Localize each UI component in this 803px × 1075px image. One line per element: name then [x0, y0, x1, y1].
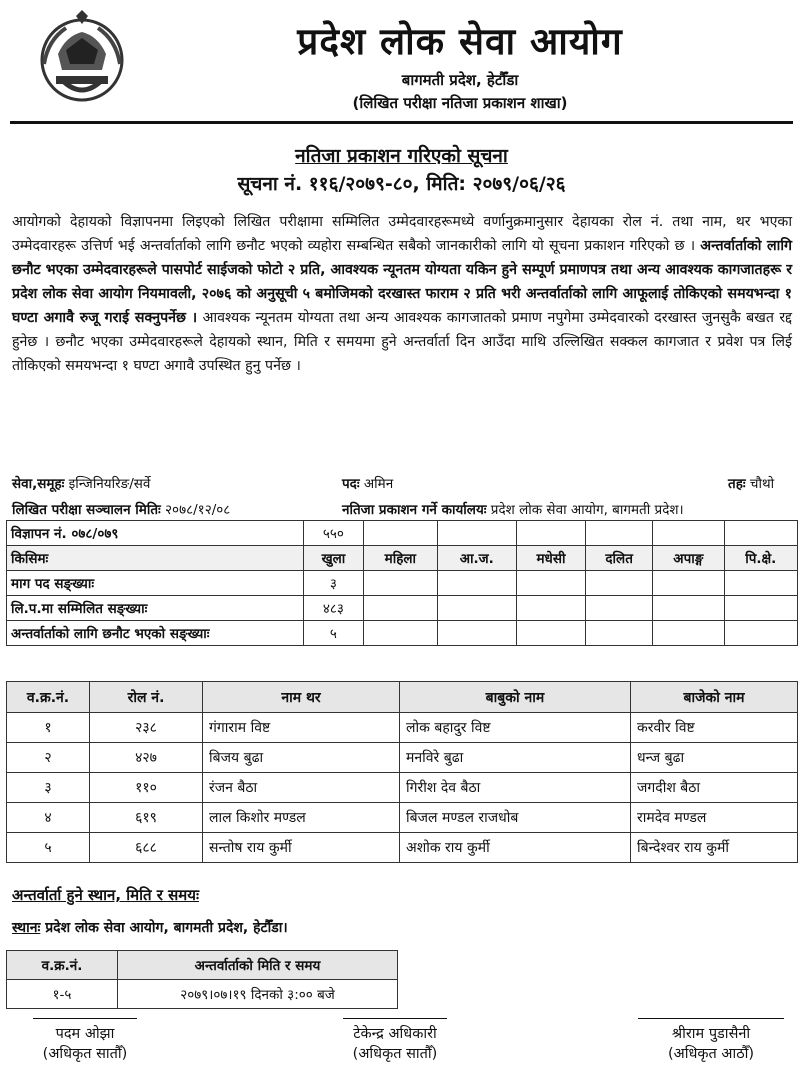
- section-subtitle: (लिखित परीक्षा नतिजा प्रकाशन शाखा): [352, 94, 568, 112]
- selected-count-value: ५: [304, 621, 364, 646]
- table-row: [7, 571, 798, 596]
- signatory-name: टेकेन्द्र अधिकारी: [353, 1026, 437, 1042]
- notice-title: नतिजा प्रकाशन गरिएको सूचना: [295, 145, 508, 167]
- service-group: सेवा,समूहः इन्जिनियरिङ/सर्वे: [12, 476, 151, 492]
- type-cell: दलित: [586, 546, 653, 571]
- table-row: २ ४२७ बिजय बुढा मनविरे बुढा धन्ज बुढा: [7, 743, 798, 773]
- type-cell: पि.क्षे.: [724, 546, 797, 571]
- signature-block: [320, 1018, 470, 1063]
- table-row: १ २३८ गंगाराम विष्ट लोक बहादुर विष्ट करवीर विष्ट: [7, 713, 798, 743]
- signatory-name: श्रीराम पुडासैनी: [671, 1026, 751, 1042]
- col-serial: व.क्र.नं.: [7, 682, 90, 713]
- body-text-bold: अन्तर्वार्ताको लागि छनौट भएका उम्मेदवारहरूले पासपोर्ट साईजको फोटो २ प्रति, आवश्यक न्यूनतम योग्यता यकिन हुने सम्पूर्ण प्रमाणपत्र तथा अन्य आवश्यक कागजातहरू र प्रदेश लोक सेवा आयोग नियमावली, २०७६ को अनुसूची ५ बमोजिमको दरखास्त फाराम २ प्रति भरी अन्तर्वार्ताको लागि आफूलाई तोकिएको समयभन्दा १ घण्टा अगावै रुजू गराई सक्नुपर्नेछ ।: [12, 238, 792, 326]
- signature-block: [10, 1018, 160, 1063]
- header-divider: [10, 121, 793, 124]
- demand-value: ३: [304, 571, 364, 596]
- table-row: १-५ २०७९।०७।१९ दिनको ३:०० बजे: [7, 980, 398, 1009]
- col-father: बाबुको नाम: [400, 682, 631, 713]
- vacancy-summary-table: [6, 520, 798, 646]
- col-roll: रोल नं.: [90, 682, 203, 713]
- type-label: किसिमः: [7, 546, 304, 571]
- type-cell: खुला: [304, 546, 364, 571]
- signatory-title: (अधिकृत आठौँ): [667, 1046, 755, 1062]
- level: तहः चौथो: [728, 476, 775, 492]
- col-grandfather: बाजेको नाम: [631, 682, 798, 713]
- exam-count-value: ४८३: [304, 596, 364, 621]
- type-cell: अपाङ्ग: [653, 546, 724, 571]
- commission-title: प्रदेश लोक सेवा आयोग: [297, 20, 623, 63]
- body-text-3: आवश्यक न्यूनतम योग्यता तथा अन्य आवश्यक कागजातको प्रमाण नपुगेमा उम्मेदवारको दरखास्त जुनसुकै बखत रद्द हुनेछ । छनौट भएका उम्मेदवारहरूले देहायको स्थान, मिति र समयमा हुने अन्तर्वार्ता दिन आउँदा माथि उल्लिखित सक्कल कागजात र प्रवेश पत्र लिई तोकिएको समयभन्दा १ घण्टा अगावै उपस्थित हुनु पर्नेछ ।: [12, 310, 792, 374]
- table-row: [7, 546, 798, 571]
- signatory-title: (अधिकृत सातौँ): [42, 1046, 128, 1062]
- table-row: ५ ६८८ सन्तोष राय कुर्मी अशोक राय कुर्मी बिन्देश्वर राय कुर्मी: [7, 833, 798, 863]
- interview-schedule-table: [6, 950, 398, 1009]
- signature-block: [636, 1018, 786, 1063]
- province-subtitle: बागमती प्रदेश, हेटौँडा: [401, 71, 519, 89]
- table-row: [7, 596, 798, 621]
- type-cell: आ.ज.: [437, 546, 516, 571]
- body-text-1: आयोगको देहायको विज्ञापनमा लिइएको लिखित परीक्षामा सम्मिलित उम्मेदवारहरूमध्ये वर्णानुक्रमानुसार देहायका रोल नं. तथा नाम, थर भएका उम्मेदवारहरू उत्तिर्ण भई अन्तर्वार्ताको लागि छनौट भएको व्यहोरा सम्बन्धित सबैको जानकारीको लागि यो सूचना प्रकाशन गरिएको छ ।: [12, 214, 792, 254]
- type-cell: महिला: [363, 546, 437, 571]
- publishing-office: नतिजा प्रकाशन गर्ने कार्यालयः प्रदेश लोक सेवा आयोग, बागमती प्रदेश।: [342, 502, 684, 518]
- signatory-title: (अधिकृत सातौँ): [352, 1046, 438, 1062]
- type-cell: मधेसी: [516, 546, 586, 571]
- exam-count-label: लि.प.मा सम्मिलित सङ्ख्याः: [7, 596, 304, 621]
- table-header-row: [7, 682, 798, 713]
- table-row: [7, 621, 798, 646]
- table-row: ३ ११० रंजन बैठा गिरीश देव बैठा जगदीश बैठा: [7, 773, 798, 803]
- results-table: [6, 681, 798, 863]
- exam-date: लिखित परीक्षा सञ्चालन मितिः २०७८/१२/०८: [12, 502, 231, 518]
- interview-heading: अन्तर्वार्ता हुने स्थान, मिति र समयः: [12, 886, 199, 904]
- table-header-row: व.क्र.नं. अन्तर्वार्ताको मिति र समय: [7, 951, 398, 980]
- demand-label: माग पद सङ्ख्याः: [7, 571, 304, 596]
- table-row: ४ ६१९ लाल किशोर मण्डल बिजल मण्डल राजधोब रामदेव मण्डल: [7, 803, 798, 833]
- notice-body: [12, 210, 792, 378]
- nepal-emblem-logo: [36, 10, 128, 102]
- signatory-name: पदम ओझा: [55, 1026, 115, 1042]
- selected-count-label: अन्तर्वार्ताको लागि छनौट भएको सङ्ख्याः: [7, 621, 304, 646]
- interview-place: स्थानः प्रदेश लोक सेवा आयोग, बागमती प्रदेश, हेटौँडा।: [12, 920, 288, 936]
- notice-reference: सूचना नं. ११६/२०७९-८०, मिति: २०७९/०६/२६: [237, 173, 566, 195]
- post: पदः अमिन: [342, 476, 394, 492]
- advertisement-number: ५५०: [304, 521, 364, 546]
- col-name: नाम थर: [203, 682, 400, 713]
- advertisement-label: विज्ञापन नं. ०७८/०७९: [7, 521, 304, 546]
- table-row: [7, 521, 798, 546]
